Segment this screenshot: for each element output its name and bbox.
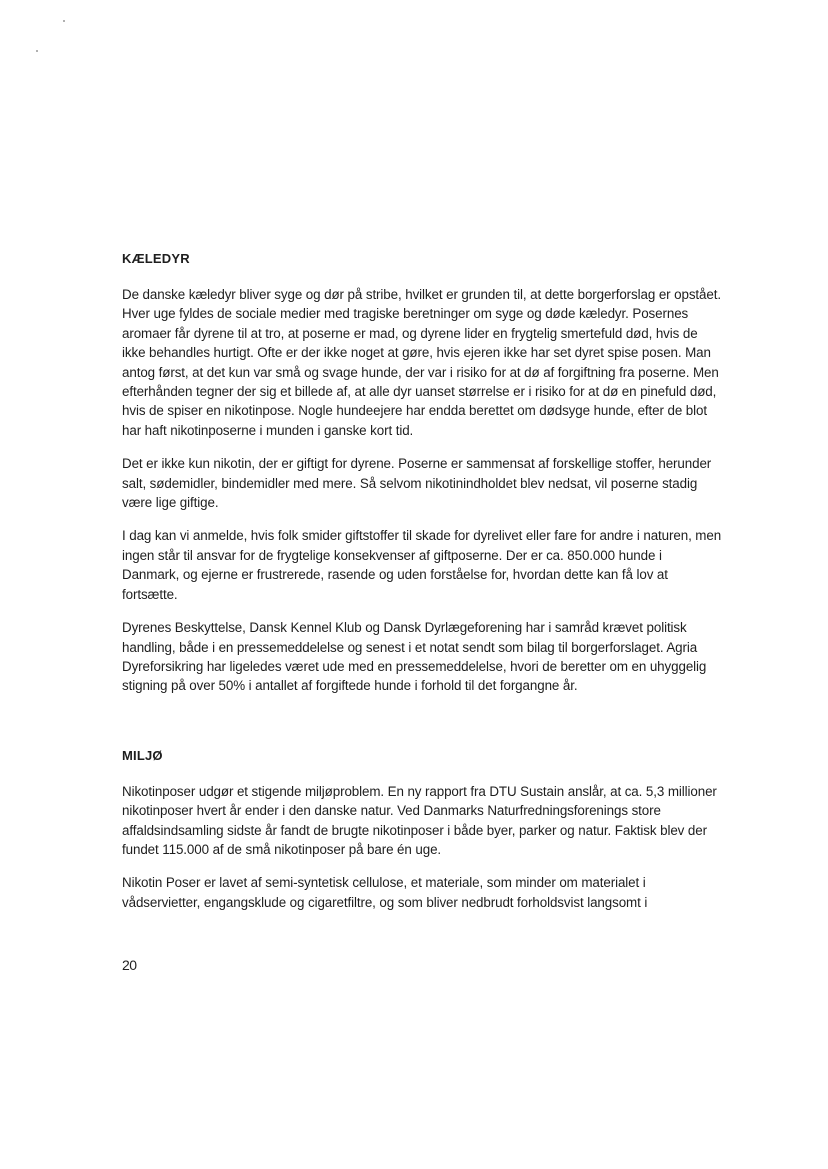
page-number: 20 [122,957,137,973]
scan-speck [36,50,38,52]
paragraph: Dyrenes Beskyttelse, Dansk Kennel Klub og Dansk Dyrlægeforening har i samråd krævet politisk handling, både i en pressemeddelelse og senest i et notat sendt som bilag til borgerforslaget. Agria Dyreforsikring har ligeledes været ude med en pressemeddelelse, hvori de beretter om en uhyggelig stigning på over 50% i antallet af forgiftede hunde i forhold til det forgangne år. [122,620,707,694]
paragraph: Nikotin Poser er lavet af semi-syntetisk cellulose, et materiale, som minder om materialet i vådservietter, engangsklude og cigaretfiltre, og som bliver nedbrudt forholdsvist langsomt i [122,875,648,910]
section-spacer [122,710,722,748]
section-heading: KÆLEDYR [122,251,190,266]
section-kaeledyr [122,251,722,696]
paragraph: I dag kan vi anmelde, hvis folk smider giftstoffer til skade for dyrelivet eller fare for andre i naturen, men ingen står til ansvar for de frygtelige konsekvenser af giftposerne. Der er ca. 850.000 hunde i Danmark, og ejerne er frustrerede, rasende og uden forståelse for, hvordan dette kan få lov at fortsætte. [122,528,722,602]
paragraph: De danske kæledyr bliver syge og dør på stribe, hvilket er grunden til, at dette borgerforslag er opstået. Hver uge fyldes de sociale medier med tragiske beretninger om syge og døde kæledyr. Posernes aromaer får dyrene til at tro, at poserne er mad, og dyrene lider en frygtelig smertefuld død, hvis de ikke behandles hurtigt. Ofte er der ikke noget at gøre, hvis ejeren ikke har set dyret spise posen. Man antog først, at det kun var små og svage hunde, der var i risiko for at dø af forgiftning fra poserne. Men efterhånden tegner der sig et billede af, at alle dyr uanset størrelse er i risiko for at dø en pinefuld død, hvis de spiser en nikotinpose. Nogle hundeejere har endda berettet om dødsyge hunde, efter de blot har haft nikotinposerne i munden i ganske kort tid. [122,287,721,438]
section-miljo [122,748,722,912]
paragraph: Det er ikke kun nikotin, der er giftigt for dyrene. Poserne er sammensat af forskellige stoffer, herunder salt, sødemidler, bindemidler med mere. Så selvom nikotinindholdet blev nedsat, vil poserne stadig være lige giftige. [122,456,712,511]
paragraph: Nikotinposer udgør et stigende miljøproblem. En ny rapport fra DTU Sustain anslår, at ca. 5,3 millioner nikotinposer hvert år ender i den danske natur. Ved Danmarks Naturfredningsforenings store affaldsindsamling sidste år fandt de brugte nikotinposer i både byer, parker og natur. Faktisk blev der fundet 115.000 af de små nikotinposer på bare én uge. [122,783,717,857]
scan-speck [63,20,65,22]
document-body [122,251,722,926]
section-heading: MILJØ [122,747,163,763]
